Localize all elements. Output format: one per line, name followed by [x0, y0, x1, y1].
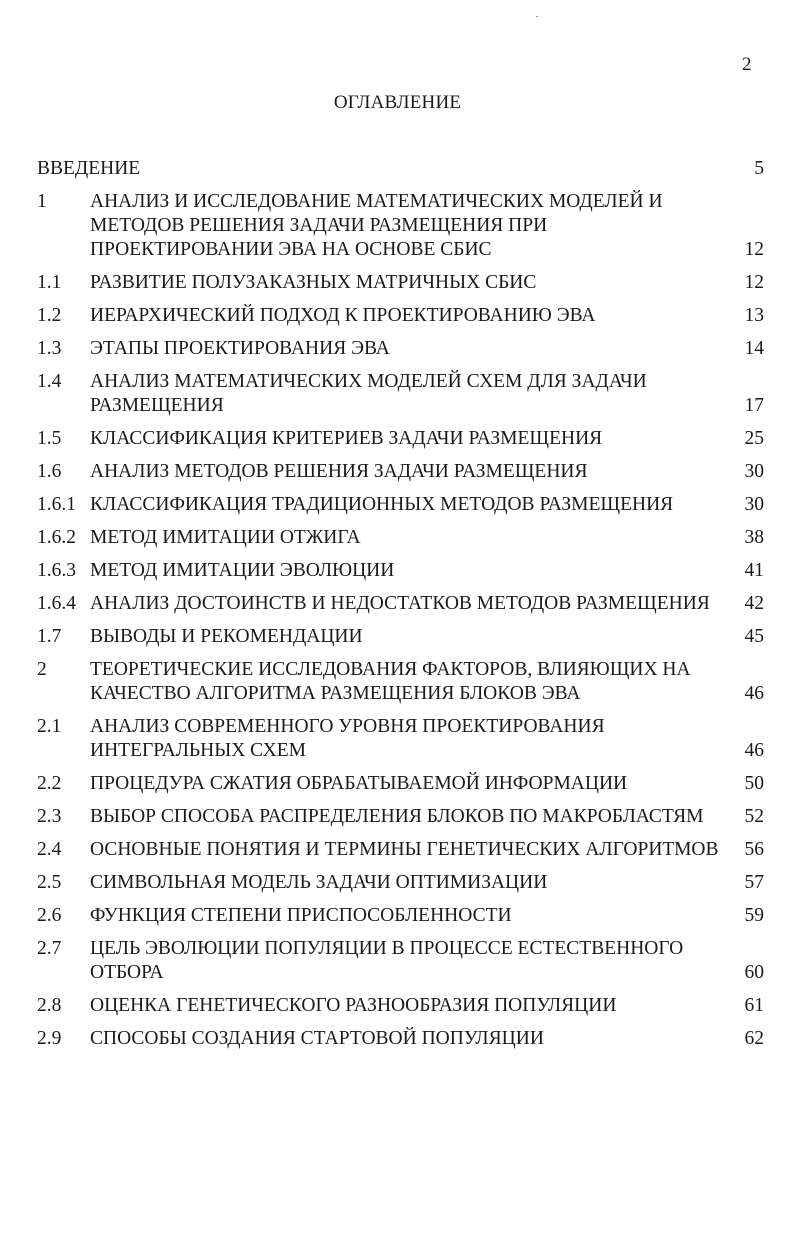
toc-entry-page: 13: [744, 305, 764, 326]
toc-entry-title: ИЕРАРХИЧЕСКИЙ ПОДХОД К ПРОЕКТИРОВАНИЮ ЭВА: [90, 305, 596, 326]
toc-entry-title: ОЦЕНКА ГЕНЕТИЧЕСКОГО РАЗНООБРАЗИЯ ПОПУЛЯЦИИ: [90, 995, 617, 1016]
toc-entry-number: 1.6.4: [37, 593, 76, 614]
toc-entry-page: 62: [744, 1028, 764, 1049]
toc-entry-title: МЕТОД ИМИТАЦИИ ОТЖИГА: [90, 527, 361, 548]
toc-entry-page: 38: [744, 527, 764, 548]
toc-entry: [37, 625, 764, 649]
toc-entry: [37, 871, 764, 895]
toc-entry-page: 5: [754, 158, 764, 179]
toc-entry-number: 2.9: [37, 1028, 62, 1049]
toc-entry-page: 41: [744, 560, 764, 581]
toc-entry-page: 14: [744, 338, 764, 359]
toc-entry: [37, 994, 764, 1018]
toc-entry: [37, 493, 764, 517]
toc-entry-title: ВЫВОДЫ И РЕКОМЕНДАЦИИ: [90, 626, 363, 647]
toc-entry: [37, 190, 764, 262]
toc-entry-number: 1.6.2: [37, 527, 76, 548]
toc-entry-title: СИМВОЛЬНАЯ МОДЕЛЬ ЗАДАЧИ ОПТИМИЗАЦИИ: [90, 872, 548, 893]
toc-entry-number: 2.6: [37, 905, 62, 926]
toc-entry-title: ЭТАПЫ ПРОЕКТИРОВАНИЯ ЭВА: [90, 338, 390, 359]
toc-entry-title: ТЕОРЕТИЧЕСКИЕ ИССЛЕДОВАНИЯ ФАКТОРОВ, ВЛИЯЮЩИХ НА КАЧЕСТВО АЛГОРИТМА РАЗМЕЩЕНИЯ БЛОКОВ ЭВА: [90, 659, 691, 704]
toc-entry-page: 59: [744, 905, 764, 926]
toc-entry-page: 57: [744, 872, 764, 893]
toc-entry: [37, 559, 764, 583]
page-number: 2: [742, 54, 752, 75]
toc-entry-page: 12: [744, 239, 764, 260]
toc-entry-number: 2.4: [37, 839, 62, 860]
toc-entry-title: КЛАССИФИКАЦИЯ ТРАДИЦИОННЫХ МЕТОДОВ РАЗМЕЩЕНИЯ: [90, 494, 674, 515]
table-of-contents: [37, 157, 764, 1060]
toc-entry: [37, 304, 764, 328]
toc-entry-title: КЛАССИФИКАЦИЯ КРИТЕРИЕВ ЗАДАЧИ РАЗМЕЩЕНИЯ: [90, 428, 603, 449]
toc-entry-page: 46: [744, 683, 764, 704]
toc-entry-number: 1.7: [37, 626, 62, 647]
toc-entry-title: СПОСОБЫ СОЗДАНИЯ СТАРТОВОЙ ПОПУЛЯЦИИ: [90, 1028, 544, 1049]
toc-entry: [37, 157, 764, 181]
toc-entry: [37, 526, 764, 550]
toc-entry-title: АНАЛИЗ СОВРЕМЕННОГО УРОВНЯ ПРОЕКТИРОВАНИЯ ИНТЕГРАЛЬНЫХ СХЕМ: [90, 716, 605, 761]
toc-entry-page: 25: [744, 428, 764, 449]
toc-entry-page: 12: [744, 272, 764, 293]
toc-entry-page: 56: [744, 839, 764, 860]
toc-entry-number: 1.5: [37, 428, 62, 449]
toc-entry-page: 60: [744, 962, 764, 983]
toc-entry-page: 42: [744, 593, 764, 614]
toc-entry: [37, 904, 764, 928]
toc-entry-number: 2.2: [37, 773, 62, 794]
toc-entry-page: 17: [744, 395, 764, 416]
scan-artifact: [536, 16, 538, 17]
toc-entry: [37, 337, 764, 361]
toc-entry-title: ОСНОВНЫЕ ПОНЯТИЯ И ТЕРМИНЫ ГЕНЕТИЧЕСКИХ АЛГОРИТМОВ: [90, 839, 719, 860]
toc-entry-number: 1.6.3: [37, 560, 76, 581]
toc-entry-page: 30: [744, 494, 764, 515]
toc-entry-number: 1.4: [37, 371, 62, 392]
toc-entry: [37, 271, 764, 295]
toc-entry-title: ЦЕЛЬ ЭВОЛЮЦИИ ПОПУЛЯЦИИ В ПРОЦЕССЕ ЕСТЕСТВЕННОГО ОТБОРА: [90, 938, 684, 983]
toc-entry-page: 61: [744, 995, 764, 1016]
toc-entry: [37, 427, 764, 451]
toc-entry-title: ВВЕДЕНИЕ: [37, 158, 141, 179]
toc-entry-number: 2.8: [37, 995, 62, 1016]
toc-entry-number: 2.3: [37, 806, 62, 827]
toc-entry-page: 50: [744, 773, 764, 794]
toc-entry-page: 46: [744, 740, 764, 761]
toc-entry-page: 45: [744, 626, 764, 647]
toc-entry-title: АНАЛИЗ МАТЕМАТИЧЕСКИХ МОДЕЛЕЙ СХЕМ ДЛЯ ЗАДАЧИ РАЗМЕЩЕНИЯ: [90, 371, 647, 416]
toc-entry-number: 1.6.1: [37, 494, 76, 515]
toc-entry: [37, 658, 764, 706]
toc-entry-number: 1.1: [37, 272, 62, 293]
toc-entry: [37, 592, 764, 616]
toc-entry-title: ФУНКЦИЯ СТЕПЕНИ ПРИСПОСОБЛЕННОСТИ: [90, 905, 512, 926]
toc-entry-title: ВЫБОР СПОСОБА РАСПРЕДЕЛЕНИЯ БЛОКОВ ПО МАКРОБЛАСТЯМ: [90, 806, 704, 827]
toc-entry-number: 1.2: [37, 305, 62, 326]
toc-entry: [37, 937, 764, 985]
toc-entry: [37, 772, 764, 796]
toc-entry: [37, 460, 764, 484]
toc-entry-title: АНАЛИЗ ДОСТОИНСТВ И НЕДОСТАТКОВ МЕТОДОВ РАЗМЕЩЕНИЯ: [90, 593, 710, 614]
toc-entry: [37, 805, 764, 829]
toc-entry: [37, 838, 764, 862]
toc-entry-title: АНАЛИЗ МЕТОДОВ РЕШЕНИЯ ЗАДАЧИ РАЗМЕЩЕНИЯ: [90, 461, 588, 482]
toc-entry-number: 1.6: [37, 461, 62, 482]
toc-entry-title: АНАЛИЗ И ИССЛЕДОВАНИЕ МАТЕМАТИЧЕСКИХ МОДЕЛЕЙ И МЕТОДОВ РЕШЕНИЯ ЗАДАЧИ РАЗМЕЩЕНИЯ ПРИ ПРОЕКТИРОВАНИИ ЭВА НА ОСНОВЕ СБИС: [90, 191, 663, 260]
toc-entry-page: 30: [744, 461, 764, 482]
toc-entry-number: 2.5: [37, 872, 62, 893]
toc-entry: [37, 370, 764, 418]
toc-entry: [37, 715, 764, 763]
page-title: ОГЛАВЛЕНИЕ: [333, 92, 462, 113]
toc-entry-title: ПРОЦЕДУРА СЖАТИЯ ОБРАБАТЫВАЕМОЙ ИНФОРМАЦИИ: [90, 773, 628, 794]
toc-entry: [37, 1027, 764, 1051]
toc-entry-number: 1.3: [37, 338, 62, 359]
toc-entry-number: 2.1: [37, 716, 62, 737]
toc-entry-title: МЕТОД ИМИТАЦИИ ЭВОЛЮЦИИ: [90, 560, 395, 581]
toc-entry-number: 1: [37, 191, 47, 212]
toc-entry-title: РАЗВИТИЕ ПОЛУЗАКАЗНЫХ МАТРИЧНЫХ СБИС: [90, 272, 537, 293]
toc-entry-page: 52: [744, 806, 764, 827]
toc-entry-number: 2: [37, 659, 47, 680]
toc-entry-number: 2.7: [37, 938, 62, 959]
